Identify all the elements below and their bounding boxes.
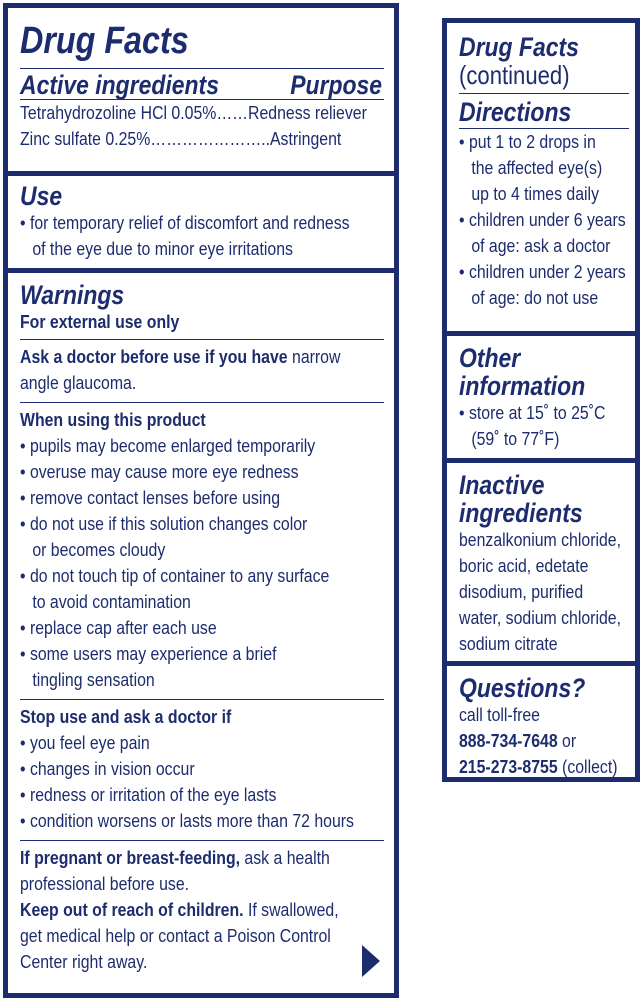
stop-use-item-text: condition worsens or lasts more than 72 hours <box>29 811 354 831</box>
drug-facts-header-section <box>8 8 394 171</box>
warnings-section <box>8 268 394 993</box>
when-using-item-text: replace cap after each use <box>29 618 217 638</box>
directions-list <box>459 129 627 311</box>
phone-line-1 <box>459 728 607 754</box>
storage-line: • store at 15˚ to 25˚C <box>459 403 606 423</box>
inactive-line: disodium, purified <box>459 582 584 602</box>
stop-use-list <box>20 730 382 834</box>
directions-section <box>447 23 635 331</box>
direction-item-text: children under 6 years <box>468 210 626 230</box>
continued-subtitle: (continued) <box>459 60 570 90</box>
pregnant-bold: If pregnant or breast-feeding, <box>20 848 241 868</box>
ask-doctor-line-2: angle glaucoma. <box>20 373 137 393</box>
pregnant-rest: ask a health <box>240 848 330 868</box>
use-heading: Use <box>20 181 63 211</box>
storage-text: store at 15˚ to 25˚C <box>468 403 606 423</box>
stop-use-item-text: changes in vision occur <box>29 759 195 779</box>
when-using-item-text: remove contact lenses before using <box>29 488 281 508</box>
questions-section <box>447 661 635 777</box>
use-text-cont: of the eye due to minor eye irritations <box>32 239 293 259</box>
toll-free-text: call toll-free <box>459 705 540 725</box>
collect-label: (collect) <box>557 757 618 777</box>
direction-item-text: put 1 to 2 drops in <box>468 132 596 152</box>
storage-line-2: (59˚ to 77˚F) <box>471 429 560 449</box>
phone-or: or <box>557 731 577 751</box>
when-using-item-text: pupils may become enlarged temporarily <box>29 436 316 456</box>
when-using-heading: When using this product <box>20 410 206 430</box>
purpose-heading: Purpose <box>290 70 382 100</box>
when-using-item-text: do not use if this solution changes color <box>29 514 308 534</box>
stop-use-item-text: redness or irritation of the eye lasts <box>29 785 277 805</box>
inactive-line: sodium citrate <box>459 634 558 654</box>
ingredients-heading: ingredients <box>459 498 583 528</box>
active-ingredients-heading: Active ingredients <box>20 70 219 100</box>
pregnant-line <box>20 845 339 871</box>
ingredient-line-2: Zinc sulfate 0.25%…………………..Astringent <box>20 129 342 149</box>
divider <box>20 339 384 340</box>
when-using-item: • replace cap after each use <box>20 618 217 638</box>
external-use-text: For external use only <box>20 312 180 332</box>
ask-doctor-bold: Ask a doctor before use if you have <box>20 347 288 367</box>
drug-facts-title: Drug Facts <box>20 20 189 62</box>
continued-title: Drug Facts <box>459 32 579 62</box>
warnings-heading: Warnings <box>20 280 125 310</box>
direction-item: the affected eye(s) <box>471 158 603 178</box>
information-heading: information <box>459 371 586 401</box>
direction-item: of age: ask a doctor <box>471 236 611 256</box>
keep-out-line-2: get medical help or contact a Poison Control <box>20 926 331 946</box>
stop-use-item-text: you feel eye pain <box>29 733 150 753</box>
when-using-item: • some users may experience a brief <box>20 644 277 664</box>
inactive-ingredients-section <box>447 458 635 661</box>
inactive-line: boric acid, edetate <box>459 556 589 576</box>
stop-use-item: • changes in vision occur <box>20 759 195 779</box>
inactive-line: water, sodium chloride, <box>459 608 622 628</box>
inactive-line: benzalkonium chloride, <box>459 530 622 550</box>
direction-item: • put 1 to 2 drops in <box>459 132 596 152</box>
when-using-item-text: do not touch tip of container to any surface <box>29 566 330 586</box>
use-text: for temporary relief of discomfort and redness <box>29 213 350 233</box>
divider <box>20 840 384 841</box>
stop-use-item: • condition worsens or lasts more than 72 hours <box>20 811 354 831</box>
phone-number-2[interactable]: 215-273-8755 <box>459 757 558 777</box>
when-using-item: tingling sensation <box>32 670 155 690</box>
divider <box>459 93 629 94</box>
when-using-item: • pupils may become enlarged temporarily <box>20 436 316 456</box>
stop-use-item: • redness or irritation of the eye lasts <box>20 785 277 805</box>
use-bullet: • for temporary relief of discomfort and redness <box>20 213 350 233</box>
when-using-list <box>20 433 382 693</box>
divider <box>20 699 384 700</box>
keep-out-line <box>20 897 339 923</box>
phone-line-2 <box>459 754 618 780</box>
when-using-item-text: overuse may cause more eye redness <box>29 462 299 482</box>
ask-doctor-rest: narrow <box>287 347 341 367</box>
keep-out-rest: If swallowed, <box>243 900 339 920</box>
other-heading: Other <box>459 343 521 373</box>
drug-facts-continued-panel <box>442 18 640 782</box>
ingredient-line-1: Tetrahydrozoline HCl 0.05%……Redness reliever <box>20 103 367 123</box>
inactive-heading: Inactive <box>459 470 545 500</box>
when-using-item: or becomes cloudy <box>32 540 166 560</box>
ask-doctor-line <box>20 344 339 370</box>
phone-number-1[interactable]: 888-734-7648 <box>459 731 558 751</box>
when-using-item: • do not use if this solution changes color <box>20 514 308 534</box>
divider <box>20 68 384 69</box>
stop-use-heading: Stop use and ask a doctor if <box>20 707 232 727</box>
when-using-item-text: some users may experience a brief <box>29 644 277 664</box>
other-info-section <box>447 331 635 458</box>
when-using-item: • do not touch tip of container to any surface <box>20 566 330 586</box>
direction-item: up to 4 times daily <box>471 184 599 204</box>
when-using-item: • remove contact lenses before using <box>20 488 281 508</box>
drug-facts-panel <box>3 3 399 998</box>
stop-use-item: • you feel eye pain <box>20 733 150 753</box>
direction-item: of age: do not use <box>471 288 599 308</box>
questions-heading: Questions? <box>459 673 586 703</box>
use-section <box>8 171 394 268</box>
keep-out-line-3: Center right away. <box>20 952 148 972</box>
continued-arrow-icon <box>362 945 380 977</box>
when-using-item: to avoid contamination <box>32 592 191 612</box>
when-using-item: • overuse may cause more eye redness <box>20 462 299 482</box>
divider <box>20 402 384 403</box>
direction-item: • children under 2 years <box>459 262 626 282</box>
pregnant-line-2: professional before use. <box>20 874 190 894</box>
directions-heading: Directions <box>459 97 572 127</box>
direction-item-text: children under 2 years <box>468 262 626 282</box>
keep-out-bold: Keep out of reach of children. <box>20 900 244 920</box>
direction-item: • children under 6 years <box>459 210 626 230</box>
